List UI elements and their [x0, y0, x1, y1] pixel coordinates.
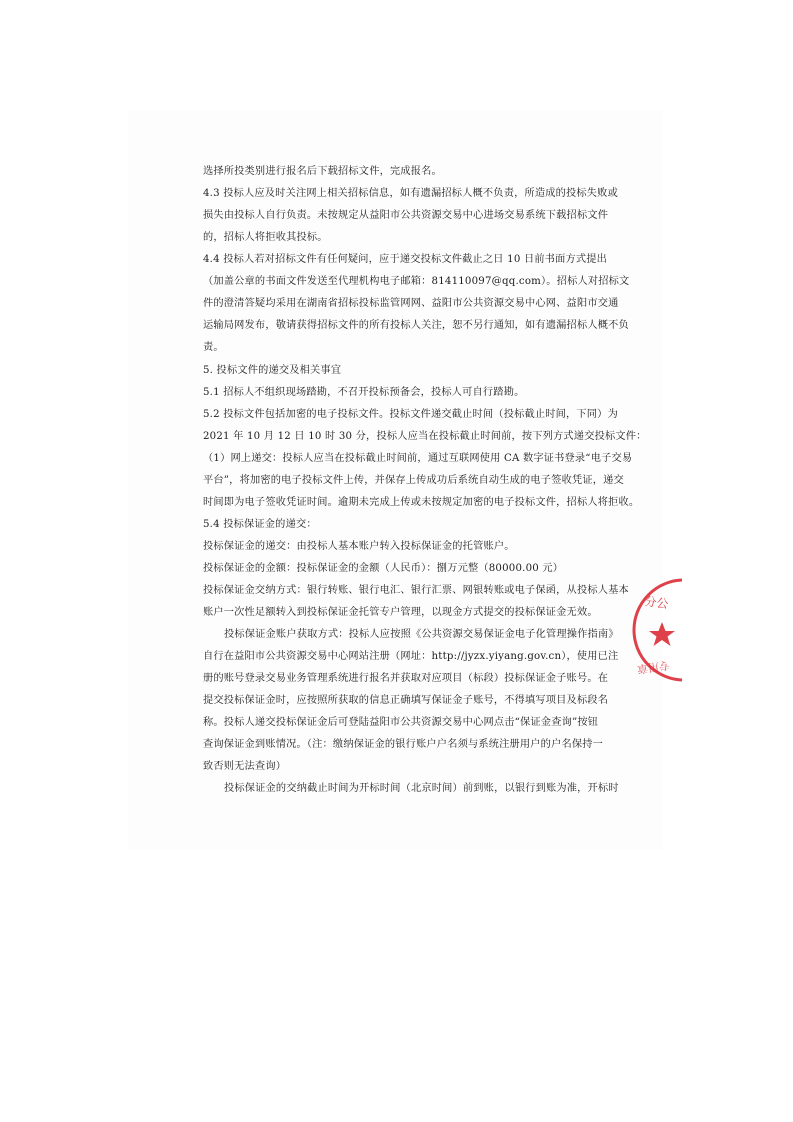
text-line: 提交投标保证金时，应按照所获取的信息正确填写保证金子账号，不得填写项目及标段名 — [203, 695, 609, 706]
text-line: 4.3 投标人应及时关注网上相关招标信息，如有遗漏招标人概不负责，所造成的投标失败或 — [203, 188, 618, 199]
text-line: 致否则无法查询） — [203, 761, 287, 772]
company-seal-stamp — [622, 575, 682, 685]
text-line: 投标保证金的交纳截止时间为开标时间（北京时间）前到账，以银行到账为准，开标时 — [224, 783, 619, 794]
star-icon — [649, 622, 675, 646]
text-line: 平台”，将加密的电子投标文件上传，并保存上传成功后系统自动生成的电子签收凭证，递交 — [203, 475, 624, 486]
text-line: 投标保证金交纳方式：银行转账、银行电汇、银行汇票、网银转账或电子保函，从投标人基本 — [203, 585, 629, 596]
text-line: （1）网上递交：投标人应当在投标截止时间前，通过互联网使用 CA 数字证书登录“电子交易 — [203, 453, 633, 464]
text-line: 账户一次性足额转入到投标保证金托管专户管理，以现金方式提交的投标保证金无效。 — [203, 607, 598, 618]
text-line: 查询保证金到账情况。（注：缴纳保证金的银行账户户名须与系统注册用户的户名保持一 — [203, 739, 604, 750]
text-line: 投标保证金的递交：由投标人基本账户转入投标保证金的托管账户。 — [203, 541, 515, 552]
text-line: 投标保证金账户获取方式：投标人应按照《公共资源交易保证金电子化管理操作指南》 — [224, 629, 619, 640]
text-line: 5.4 投标保证金的递交： — [203, 519, 317, 530]
text-line: 自行在益阳市公共资源交易中心网站注册（网址：http://jyzx.yiyang.gov.cn），使用已注 — [203, 651, 619, 662]
text-line: 称。投标人递交投标保证金后可登陆益阳市公共资源交易中心网点击“保证金查询”按钮 — [203, 717, 599, 728]
text-line: （加盖公章的书面文件发送至代理机构电子邮箱：814110097@qq.com）。招标人对招标文 — [203, 276, 630, 287]
text-line: 投标保证金的金额：投标保证金的金额（人民币）：捌万元整（80000.00 元） — [203, 563, 564, 574]
svg-text:分公: 分公 — [643, 594, 670, 612]
svg-text:专用章: 专用章 — [636, 658, 671, 676]
text-line: 选择所投类别进行报名后下载招标文件，完成报名。 — [203, 166, 442, 177]
text-line: 运输局网发布，敬请获得招标文件的所有投标人关注，恕不另行通知，如有遗漏招标人概不负 — [203, 320, 629, 331]
text-line: 时间即为电子签收凭证时间。逾期未完成上传或未按规定加密的电子投标文件，招标人将拒收。 — [203, 497, 640, 508]
text-line: 5.2 投标文件包括加密的电子投标文件。投标文件递交截止时间（投标截止时间，下同）为 — [203, 409, 618, 420]
text-line: 责。 — [203, 342, 224, 353]
text-line: 2021 年 10 月 12 日 10 时 30 分，投标人应当在投标截止时间前，按下列方式递交投标文件： — [203, 431, 647, 442]
text-line: 件的澄清答疑均采用在湖南省招标投标监管网网、益阳市公共资源交易中心网、益阳市交通 — [203, 298, 619, 309]
text-line: 5.1 招标人不组织现场踏勘，不召开投标预备会，投标人可自行踏勘。 — [203, 387, 525, 398]
text-line: 册的账号登录交易业务管理系统进行报名并获取对应项目（标段）投标保证金子账号。在 — [203, 673, 609, 684]
text-line: 损失由投标人自行负责。未按规定从益阳市公共资源交易中心进场交易系统下载招标文件 — [203, 210, 609, 221]
text-line: 4.4 投标人若对招标文件有任何疑问，应于递交投标文件截止之日 10 日前书面方式提出 — [203, 254, 608, 265]
text-line: 的，招标人将拒收其投标。 — [203, 232, 328, 243]
section-heading: 5. 投标文件的递交及相关事宜 — [203, 365, 342, 376]
